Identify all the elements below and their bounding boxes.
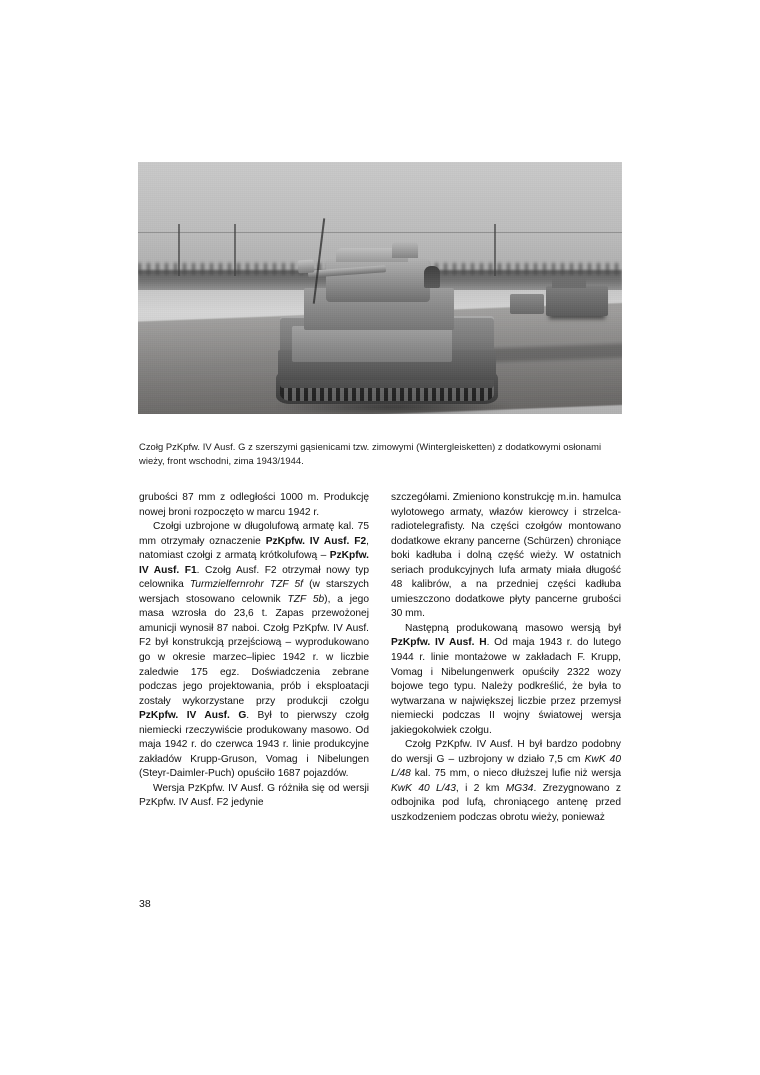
figure-caption: Czołg PzKpfw. IV Ausf. G z szerszymi gąsienicami tzw. zimowymi (Wintergleisketten) z dodatkowymi osłonami wieży, front wschodni, zima 1943/1944.	[139, 441, 602, 466]
paragraph: Czołg PzKpfw. IV Ausf. H był bardzo podobny do wersji G – uzbrojony w działo 7,5 cm KwK 40 L/48 kal. 75 mm, o nieco dłuższej lufie niż wersja KwK 40 L/43, i 2 km MG34. Zrezygnowano z odbojnika pod lufą, chroniącego antenę przed uszkodzeniem podczas obrotu wieży, ponieważ	[391, 739, 622, 824]
column-left	[139, 491, 369, 811]
tank-photo	[138, 162, 622, 414]
body-text	[139, 491, 621, 891]
column-right	[391, 491, 621, 826]
paragraph: Wersja PzKpfw. IV Ausf. G różniła się od wersji PzKpfw. IV Ausf. F2 jedynie	[139, 782, 369, 809]
page-number: 38	[139, 898, 151, 910]
paragraph: Następną produkowaną masowo wersją był PzKpfw. IV Ausf. H. Od maja 1943 r. do lutego 1944 r. linie montażowe w zakładach F. Krupp, Vomag i Nibelungenwerk opuściły 2322 wozy bojowe tego typu. Należy podkreślić, że była to wytwarzana w największej liczbie przez przemysł niemiecki podczas II wojny światowej wersja jakiegokolwiek czołgu.	[391, 622, 621, 736]
paragraph: Czołgi uzbrojone w długolufową armatę kal. 75 mm otrzymały oznaczenie PzKpfw. IV Ausf. F2, natomiast czołgi z armatą krótkolufową – PzKpfw. IV Ausf. F1. Czołg Ausf. F2 otrzymał nowy typ celownika Turmzielfernrohr TZF 5f (w starszych wersjach stosowano celownik TZF 5b), a jego masa wzrosła do 23,6 t. Zapas przewożonej amunicji wynosił 87 naboi. Czołg PzKpfw. IV Ausf. F2 był konstrukcją przejściową – wyprodukowano go w okresie marzec–lipiec 1942 r. w liczbie zaledwie 175 egz. Doświadczenia zebrane podczas jego projektowania, prób i eksploatacji zostały wykorzystane przy produkcji czołgu PzKpfw. IV Ausf. G. Był to pierwszy czołg niemiecki rzeczywiście produkowany masowo. Od maja 1942 r. do czerwca 1943 r. linie produkcyjne zakładów Krupp-Gruson, Vomag i Nibelungen (Steyr-Daimler-Puch) opuściło 1687 pojazdów.	[139, 521, 370, 780]
paragraph: grubości 87 mm z odległości 1000 m. Produkcję nowej broni rozpoczęto w marcu 1942 r.	[139, 492, 369, 518]
photo-grain	[138, 162, 622, 414]
paragraph: szczegółami. Zmieniono konstrukcję m.in. hamulca wylotowego armaty, włazów kierowcy i strzelca-radiotelegrafisty. Na części czołgów montowano dodatkowe ekrany pancerne (Schürzen) chroniące boki kadłuba i dolną część wieży. W ostatnich seriach produkcyjnych lufa armaty miała długość 48 kalibrów, a na przedniej części kadłuba umieszczono dodatkowe płyty pancerne grubości 30 mm.	[391, 492, 621, 620]
